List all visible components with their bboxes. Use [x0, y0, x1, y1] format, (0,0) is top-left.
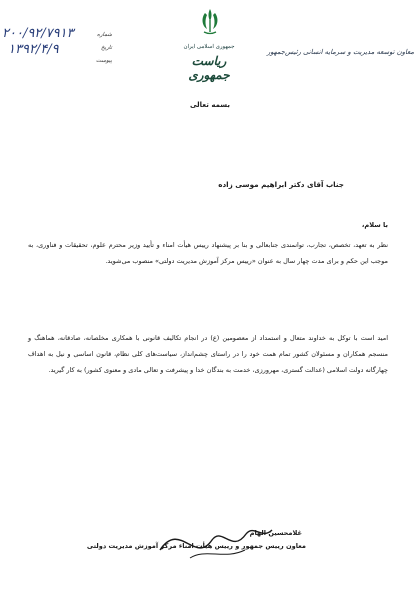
signer-title: معاون رییس جمهور و رییس هیأت امناء مرکز آموزش مدیریت دولتی	[86, 542, 306, 550]
paragraph-appointment: نظر به تعهد، تخصص، تجارب، توانمندی جنابعالی و بنا بر پیشنهاد رییس هیأت امناء و تأیید وزیر محترم علوم، تحقیقات و فناوری، به موجب این حکم و برای مدت چهار سال به عنوان «رییس مرکز آموزش مدیریت دولتی» منصوب می‌شوید.	[28, 241, 388, 265]
header-labels	[86, 29, 112, 68]
label-date: تاریخ	[101, 45, 112, 51]
presidency-title: ریاست جمهوری	[188, 54, 230, 82]
letter-number: ۲۰۰/۹۲/۷۹۱۳	[2, 26, 74, 41]
paragraph-hope: امید است با توکل به خداوند متعال و استمداد از معصومین (ع) در انجام تکالیف قانونی با همکاری مخلصانه، صادقانه، هماهنگ و منسجم همکاران و مسئولان کشور تمام همت خود را در راستای چشم‌انداز، سیاست‌های کلی نظام، قانون اساسی و نیل به اهداف چهارگانه دولت اسلامی (عدالت گستری، مهرورزی، خدمت به بندگان خدا و پیشرفت و تعالی مادی و معنوی کشور) به کار گیرید.	[28, 334, 388, 374]
greeting: با سلام،	[361, 221, 388, 229]
iran-emblem-icon	[199, 7, 221, 37]
signature-graphic	[150, 510, 280, 570]
label-attachment: پیوست	[95, 58, 112, 64]
signer-name: غلامحسین الهام	[249, 529, 302, 537]
recipient: جناب آقای دکتر ابراهیم موسی زاده	[218, 180, 344, 189]
government-subtitle: جمهوری اسلامی ایران	[183, 44, 235, 50]
label-number: شماره	[96, 32, 112, 38]
letter-date: ۱۳۹۲/۴/۹	[8, 42, 59, 57]
office-title: معاون توسعه مدیریت و سرمایه انسانی رئیس‌جمهور	[266, 48, 414, 56]
basmala: بسمه تعالی	[189, 101, 231, 109]
